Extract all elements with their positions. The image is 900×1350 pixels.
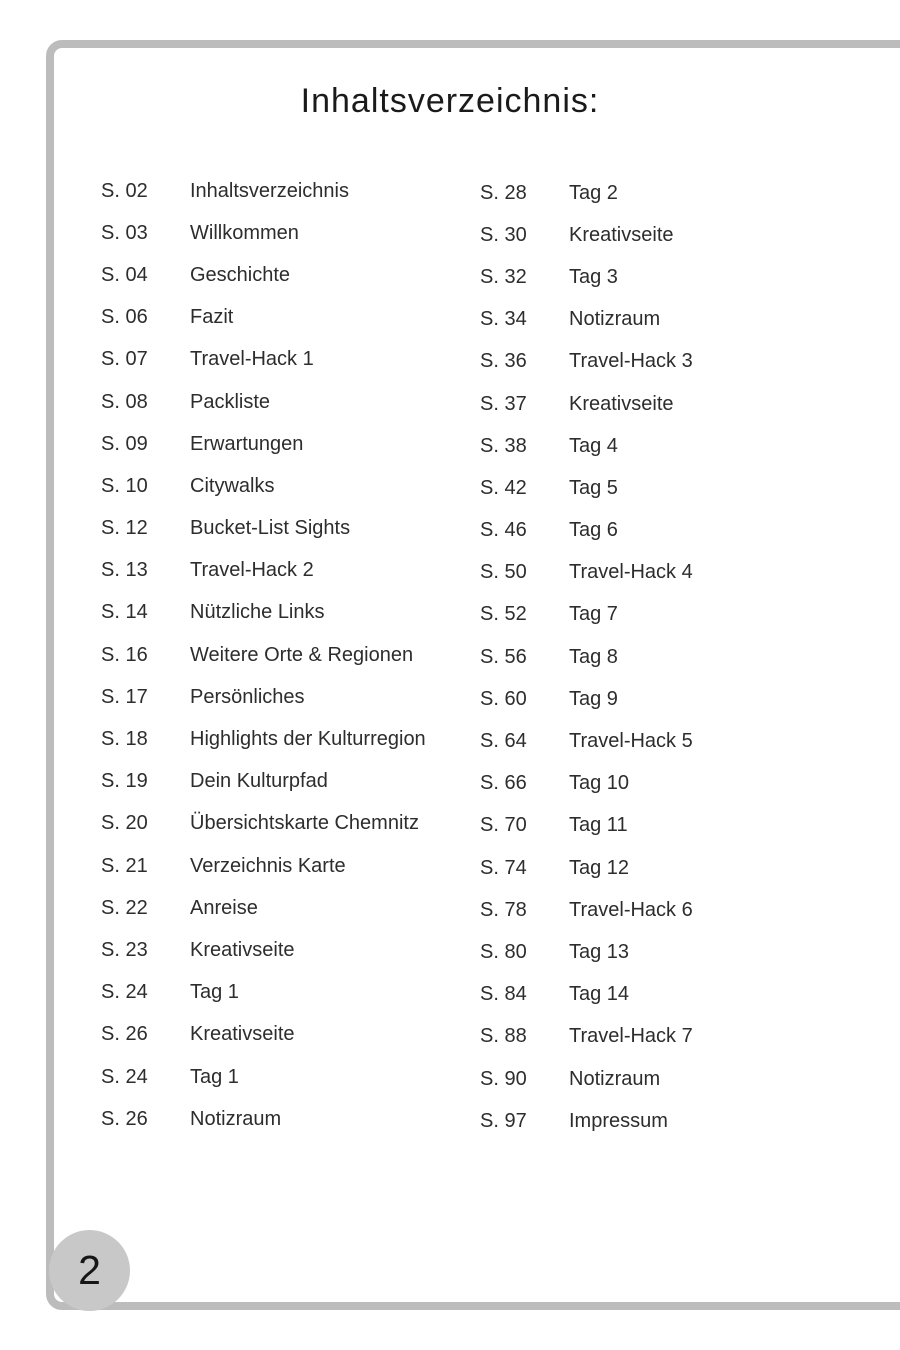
toc-entry	[480, 805, 693, 847]
toc-entry	[480, 847, 693, 889]
toc-entry-label: Travel-Hack 7	[569, 1025, 693, 1048]
toc-page-number: S. 08	[101, 390, 148, 413]
toc-entry-label: Kreativseite	[569, 392, 674, 415]
toc-entry-label: Tag 12	[569, 856, 630, 879]
toc-entry-label: Tag 9	[569, 687, 618, 710]
toc-entry	[101, 1098, 426, 1140]
toc-entry	[480, 425, 693, 467]
toc-entry-label: Travel-Hack 1	[190, 348, 314, 371]
toc-page-number: S. 14	[101, 601, 148, 624]
toc-page-number: S. 32	[480, 265, 527, 288]
toc-page-number: S. 10	[101, 474, 148, 497]
page-number: 2	[78, 1247, 101, 1293]
toc-entry	[480, 636, 693, 678]
toc-entry	[101, 1056, 426, 1098]
toc-entry-label: Tag 6	[569, 519, 618, 542]
toc-entry-label: Travel-Hack 6	[569, 898, 693, 921]
toc-page-number: S. 97	[480, 1109, 527, 1132]
toc-entry-label: Travel-Hack 5	[569, 730, 693, 753]
toc-page-number: S. 24	[101, 1065, 148, 1088]
toc-entry	[480, 594, 693, 636]
toc-page-number: S. 26	[101, 1107, 148, 1130]
toc-page-number: S. 42	[480, 476, 527, 499]
toc-page-number: S. 80	[480, 940, 527, 963]
toc-entry-label: Travel-Hack 4	[569, 561, 693, 584]
toc-entry	[101, 972, 426, 1014]
toc-page-number: S. 84	[480, 983, 527, 1006]
toc-page-number: S. 88	[480, 1025, 527, 1048]
toc-entry-label: Geschichte	[190, 263, 291, 286]
toc-entry	[480, 172, 693, 214]
toc-page-number: S. 03	[101, 221, 148, 244]
toc-left-column	[101, 170, 426, 1140]
toc-entry-label: Tag 5	[569, 476, 618, 499]
toc-entry-label: Weitere Orte & Regionen	[190, 643, 414, 666]
toc-page-number: S. 22	[101, 896, 148, 919]
toc-page-number: S. 16	[101, 643, 148, 666]
toc-entry	[101, 803, 426, 845]
toc-entry-label: Travel-Hack 2	[190, 559, 314, 582]
toc-entry	[101, 676, 426, 718]
toc-entry-label: Nützliche Links	[190, 601, 325, 624]
toc-page-number: S. 21	[101, 854, 148, 877]
toc-entry-label: Persönliches	[190, 685, 305, 708]
toc-page-number: S. 24	[101, 981, 148, 1004]
toc-entry	[101, 845, 426, 887]
toc-entry-label: Tag 7	[569, 603, 618, 626]
toc-right-column	[480, 172, 693, 1142]
toc-entry-label: Tag 10	[569, 772, 630, 795]
toc-entry-label: Tag 14	[569, 983, 630, 1006]
toc-page-number: S. 26	[101, 1023, 148, 1046]
toc-page-number: S. 52	[480, 603, 527, 626]
toc-entry	[101, 887, 426, 929]
toc-entry	[480, 341, 693, 383]
toc-entry-label: Inhaltsverzeichnis	[190, 179, 349, 202]
toc-entry-label: Übersichtskarte Chemnitz	[190, 812, 419, 835]
toc-entry-label: Notizraum	[190, 1107, 282, 1130]
toc-page-number: S. 13	[101, 559, 148, 582]
toc-entry	[101, 212, 426, 254]
toc-page-number: S. 06	[101, 306, 148, 329]
toc-entry-label: Tag 13	[569, 940, 630, 963]
toc-page-number: S. 46	[480, 519, 527, 542]
toc-entry	[101, 929, 426, 971]
toc-page-number: S. 18	[101, 728, 148, 751]
toc-entry-label: Tag 2	[569, 181, 618, 204]
toc-entry	[101, 381, 426, 423]
toc-entry	[480, 299, 693, 341]
toc-entry-label: Impressum	[569, 1109, 668, 1132]
toc-page-number: S. 74	[480, 856, 527, 879]
toc-entry	[101, 339, 426, 381]
toc-page-number: S. 23	[101, 938, 148, 961]
toc-page-number: S. 70	[480, 814, 527, 837]
toc-page-number: S. 19	[101, 770, 148, 793]
toc-entry	[101, 761, 426, 803]
toc-entry-label: Kreativseite	[190, 938, 295, 961]
page-number-badge	[49, 1230, 130, 1311]
toc-entry-label: Fazit	[190, 306, 234, 329]
toc-entry-label: Packliste	[190, 390, 271, 413]
toc-page-number: S. 50	[480, 561, 527, 584]
toc-entry-label: Highlights der Kulturregion	[190, 728, 426, 751]
toc-entry	[101, 297, 426, 339]
toc-entry-label: Erwartungen	[190, 432, 304, 455]
toc-entry	[480, 1100, 693, 1142]
toc-entry	[101, 254, 426, 296]
toc-page-number: S. 20	[101, 812, 148, 835]
toc-page-number: S. 34	[480, 308, 527, 331]
toc-entry-label: Tag 8	[569, 645, 618, 668]
toc-entry	[480, 383, 693, 425]
toc-page-number: S. 78	[480, 898, 527, 921]
toc-page-number: S. 56	[480, 645, 527, 668]
toc-entry	[480, 931, 693, 973]
toc-page-number: S. 02	[101, 179, 148, 202]
toc-entry-label: Tag 1	[190, 1065, 239, 1088]
toc-page-number: S. 38	[480, 434, 527, 457]
page-title: Inhaltsverzeichnis:	[300, 82, 600, 120]
toc-entry	[480, 510, 693, 552]
toc-page-number: S. 28	[480, 181, 527, 204]
toc-page-number: S. 17	[101, 685, 148, 708]
toc-page-number: S. 64	[480, 730, 527, 753]
toc-entry	[101, 1014, 426, 1056]
toc-page-number: S. 36	[480, 350, 527, 373]
toc-page-number: S. 04	[101, 263, 148, 286]
toc-page-number: S. 12	[101, 517, 148, 540]
toc-entry	[480, 467, 693, 509]
toc-page-number: S. 66	[480, 772, 527, 795]
toc-entry	[480, 720, 693, 762]
toc-entry	[480, 1016, 693, 1058]
toc-entry-label: Kreativseite	[190, 1023, 295, 1046]
toc-entry-label: Willkommen	[190, 221, 299, 244]
toc-entry	[480, 214, 693, 256]
toc-page-number: S. 90	[480, 1067, 527, 1090]
toc-entry	[480, 552, 693, 594]
toc-entry-label: Tag 1	[190, 981, 239, 1004]
toc-entry-label: Bucket-List Sights	[190, 517, 351, 540]
toc-page-number: S. 30	[480, 223, 527, 246]
toc-page-number: S. 09	[101, 432, 148, 455]
toc-entry	[101, 465, 426, 507]
toc-entry	[480, 763, 693, 805]
toc-entry	[101, 550, 426, 592]
toc-entry-label: Verzeichnis Karte	[190, 854, 346, 877]
toc-entry	[480, 889, 693, 931]
toc-entry	[480, 256, 693, 298]
toc-entry	[480, 974, 693, 1016]
toc-entry-label: Notizraum	[569, 308, 661, 331]
toc-entry-label: Tag 4	[569, 434, 618, 457]
toc-entry-label: Travel-Hack 3	[569, 350, 693, 373]
toc-entry-label: Tag 11	[569, 814, 628, 837]
toc-entry	[480, 678, 693, 720]
toc-entry-label: Anreise	[190, 896, 258, 919]
toc-entry	[480, 1058, 693, 1100]
toc-entry	[101, 170, 426, 212]
toc-page-number: S. 37	[480, 392, 527, 415]
toc-entry-label: Citywalks	[190, 474, 275, 497]
toc-entry	[101, 718, 426, 760]
toc-entry	[101, 508, 426, 550]
toc-page-number: S. 60	[480, 687, 527, 710]
toc-entry	[101, 592, 426, 634]
toc-entry-label: Tag 3	[569, 265, 618, 288]
toc-entry-label: Notizraum	[569, 1067, 661, 1090]
toc-entry-label: Kreativseite	[569, 223, 674, 246]
toc-entry	[101, 423, 426, 465]
toc-entry	[101, 634, 426, 676]
toc-page-number: S. 07	[101, 348, 148, 371]
toc-entry-label: Dein Kulturpfad	[190, 770, 328, 793]
